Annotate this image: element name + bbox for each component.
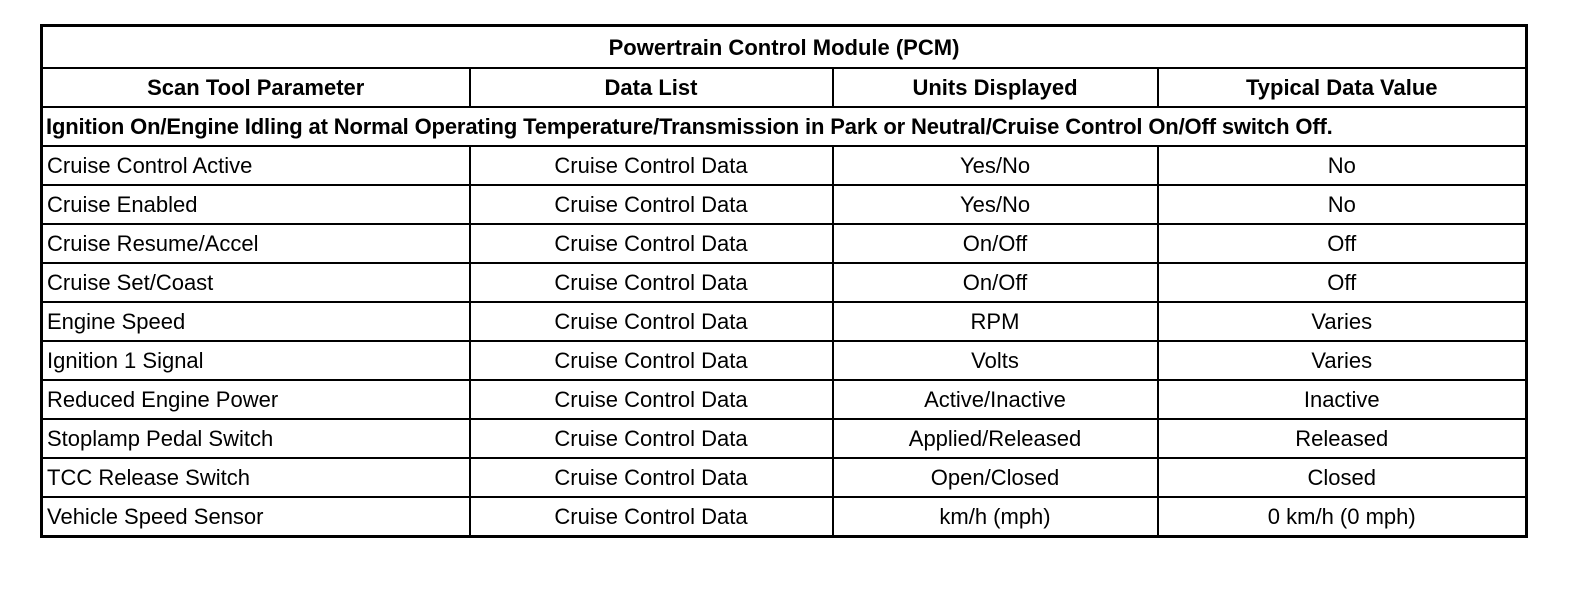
parameter-cell: Reduced Engine Power bbox=[42, 380, 470, 419]
table-row bbox=[42, 419, 1527, 458]
data-list-cell: Cruise Control Data bbox=[470, 263, 833, 302]
table-row bbox=[42, 341, 1527, 380]
table-row bbox=[42, 458, 1527, 497]
data-list-cell: Cruise Control Data bbox=[470, 497, 833, 537]
units-cell: Yes/No bbox=[833, 146, 1158, 185]
typical-value-cell: Closed bbox=[1158, 458, 1527, 497]
parameter-cell: Stoplamp Pedal Switch bbox=[42, 419, 470, 458]
typical-value-cell: Varies bbox=[1158, 302, 1527, 341]
data-list-cell: Cruise Control Data bbox=[470, 419, 833, 458]
parameter-cell: Cruise Set/Coast bbox=[42, 263, 470, 302]
units-cell: On/Off bbox=[833, 224, 1158, 263]
data-list-cell: Cruise Control Data bbox=[470, 185, 833, 224]
units-cell: RPM bbox=[833, 302, 1158, 341]
typical-value-cell: Inactive bbox=[1158, 380, 1527, 419]
parameter-cell: Cruise Control Active bbox=[42, 146, 470, 185]
table-row bbox=[42, 185, 1527, 224]
header-units-displayed: Units Displayed bbox=[833, 68, 1158, 107]
header-typical-data-value: Typical Data Value bbox=[1158, 68, 1527, 107]
data-list-cell: Cruise Control Data bbox=[470, 380, 833, 419]
header-scan-tool-parameter: Scan Tool Parameter bbox=[42, 68, 470, 107]
typical-value-cell: 0 km/h (0 mph) bbox=[1158, 497, 1527, 537]
data-list-cell: Cruise Control Data bbox=[470, 302, 833, 341]
table-title-row bbox=[42, 26, 1527, 69]
units-cell: Yes/No bbox=[833, 185, 1158, 224]
parameter-cell: Cruise Enabled bbox=[42, 185, 470, 224]
typical-value-cell: Varies bbox=[1158, 341, 1527, 380]
table-row bbox=[42, 380, 1527, 419]
operating-condition: Ignition On/Engine Idling at Normal Operating Temperature/Transmission in Park or Neutral/Cruise Control On/Off switch Off. bbox=[42, 107, 1527, 146]
units-cell: km/h (mph) bbox=[833, 497, 1158, 537]
pcm-data-table bbox=[40, 24, 1528, 538]
table-row bbox=[42, 302, 1527, 341]
data-list-cell: Cruise Control Data bbox=[470, 146, 833, 185]
data-list-cell: Cruise Control Data bbox=[470, 458, 833, 497]
data-list-cell: Cruise Control Data bbox=[470, 341, 833, 380]
typical-value-cell: Off bbox=[1158, 263, 1527, 302]
units-cell: Applied/Released bbox=[833, 419, 1158, 458]
units-cell: Open/Closed bbox=[833, 458, 1158, 497]
units-cell: Volts bbox=[833, 341, 1158, 380]
units-cell: On/Off bbox=[833, 263, 1158, 302]
typical-value-cell: No bbox=[1158, 146, 1527, 185]
table-title: Powertrain Control Module (PCM) bbox=[42, 26, 1527, 69]
table-header-row bbox=[42, 68, 1527, 107]
typical-value-cell: Off bbox=[1158, 224, 1527, 263]
parameter-cell: Engine Speed bbox=[42, 302, 470, 341]
parameter-cell: TCC Release Switch bbox=[42, 458, 470, 497]
header-data-list: Data List bbox=[470, 68, 833, 107]
parameter-cell: Cruise Resume/Accel bbox=[42, 224, 470, 263]
parameter-cell: Vehicle Speed Sensor bbox=[42, 497, 470, 537]
typical-value-cell: No bbox=[1158, 185, 1527, 224]
data-list-cell: Cruise Control Data bbox=[470, 224, 833, 263]
units-cell: Active/Inactive bbox=[833, 380, 1158, 419]
typical-value-cell: Released bbox=[1158, 419, 1527, 458]
table-row bbox=[42, 497, 1527, 537]
table-row bbox=[42, 146, 1527, 185]
table-row bbox=[42, 263, 1527, 302]
condition-row bbox=[42, 107, 1527, 146]
parameter-cell: Ignition 1 Signal bbox=[42, 341, 470, 380]
table-row bbox=[42, 224, 1527, 263]
